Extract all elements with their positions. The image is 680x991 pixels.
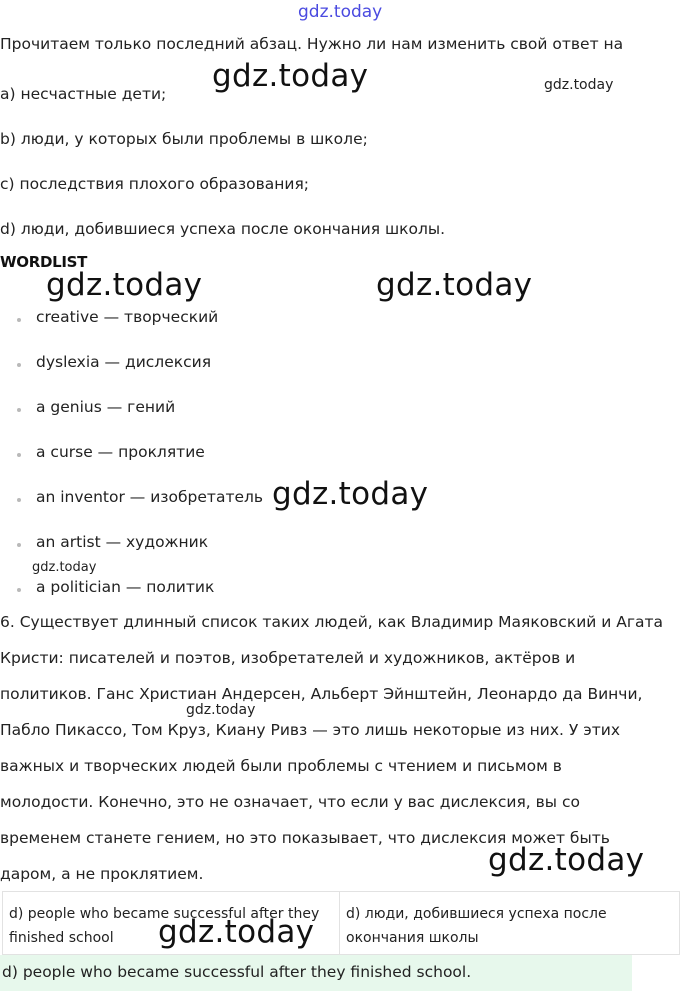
answer-table	[2, 891, 680, 955]
wordlist-item: a curse — проклятие	[36, 443, 205, 461]
table-row	[3, 892, 680, 955]
bullet-icon	[17, 408, 21, 412]
watermark: gdz.today	[488, 842, 645, 878]
option-a: a) несчастные дети;	[0, 85, 167, 103]
option-c: c) последствия плохого образования;	[0, 175, 310, 193]
bullet-icon	[17, 543, 21, 547]
answer-text: d) people who became successful after they finished school.	[2, 963, 472, 981]
wordlist-heading: WORDLIST	[0, 253, 88, 271]
watermark: gdz.today	[212, 58, 369, 94]
watermark-small: gdz.today	[32, 560, 97, 575]
watermark: gdz.today	[272, 476, 429, 512]
paragraph-line: Пабло Пикассо, Том Круз, Киану Ривз — это лишь некоторые из них. У этих	[0, 721, 621, 739]
watermark-small: gdz.today	[544, 77, 614, 93]
wordlist-item: dyslexia — дислексия	[36, 353, 212, 371]
bullet-icon	[17, 318, 21, 322]
watermark-small: gdz.today	[186, 702, 256, 718]
bullet-icon	[17, 498, 21, 502]
option-d: d) люди, добившиеся успеха после окончания школы.	[0, 220, 446, 238]
paragraph-line: политиков. Ганс Христиан Андерсен, Альберт Эйнштейн, Леонардо да Винчи,	[0, 685, 643, 703]
paragraph-line: важных и творческих людей были проблемы с чтением и письмом в	[0, 757, 562, 775]
paragraph-line: временем станете гением, но это показывает, что дислексия может быть	[0, 829, 610, 847]
table-cell-english: d) people who became successful after they finished school	[3, 892, 340, 955]
question-text: Прочитаем только последний абзац. Нужно ли нам изменить свой ответ на	[0, 35, 624, 53]
bullet-icon	[17, 588, 21, 592]
paragraph-line: даром, а не проклятием.	[0, 865, 204, 883]
watermark-top: gdz.today	[298, 2, 383, 22]
option-b: b) люди, у которых были проблемы в школе;	[0, 130, 368, 148]
answer-highlight	[0, 955, 632, 991]
wordlist-item: creative — творческий	[36, 308, 219, 326]
wordlist-item: an artist — художник	[36, 533, 209, 551]
wordlist-item: a genius — гений	[36, 398, 176, 416]
paragraph-line: 6. Существует длинный список таких людей, как Владимир Маяковский и Агата	[0, 613, 664, 631]
wordlist-item: an inventor — изобретатель	[36, 488, 264, 506]
paragraph-line: молодости. Конечно, это не означает, что если у вас дислексия, вы со	[0, 793, 580, 811]
watermark: gdz.today	[46, 267, 203, 303]
paragraph-line: Кристи: писателей и поэтов, изобретателей и художников, актёров и	[0, 649, 576, 667]
watermark: gdz.today	[158, 914, 315, 950]
bullet-icon	[17, 453, 21, 457]
table-cell-russian: d) люди, добившиеся успеха после окончания школы	[340, 892, 680, 955]
watermark: gdz.today	[376, 267, 533, 303]
wordlist-item: a politician — политик	[36, 578, 215, 596]
bullet-icon	[17, 363, 21, 367]
